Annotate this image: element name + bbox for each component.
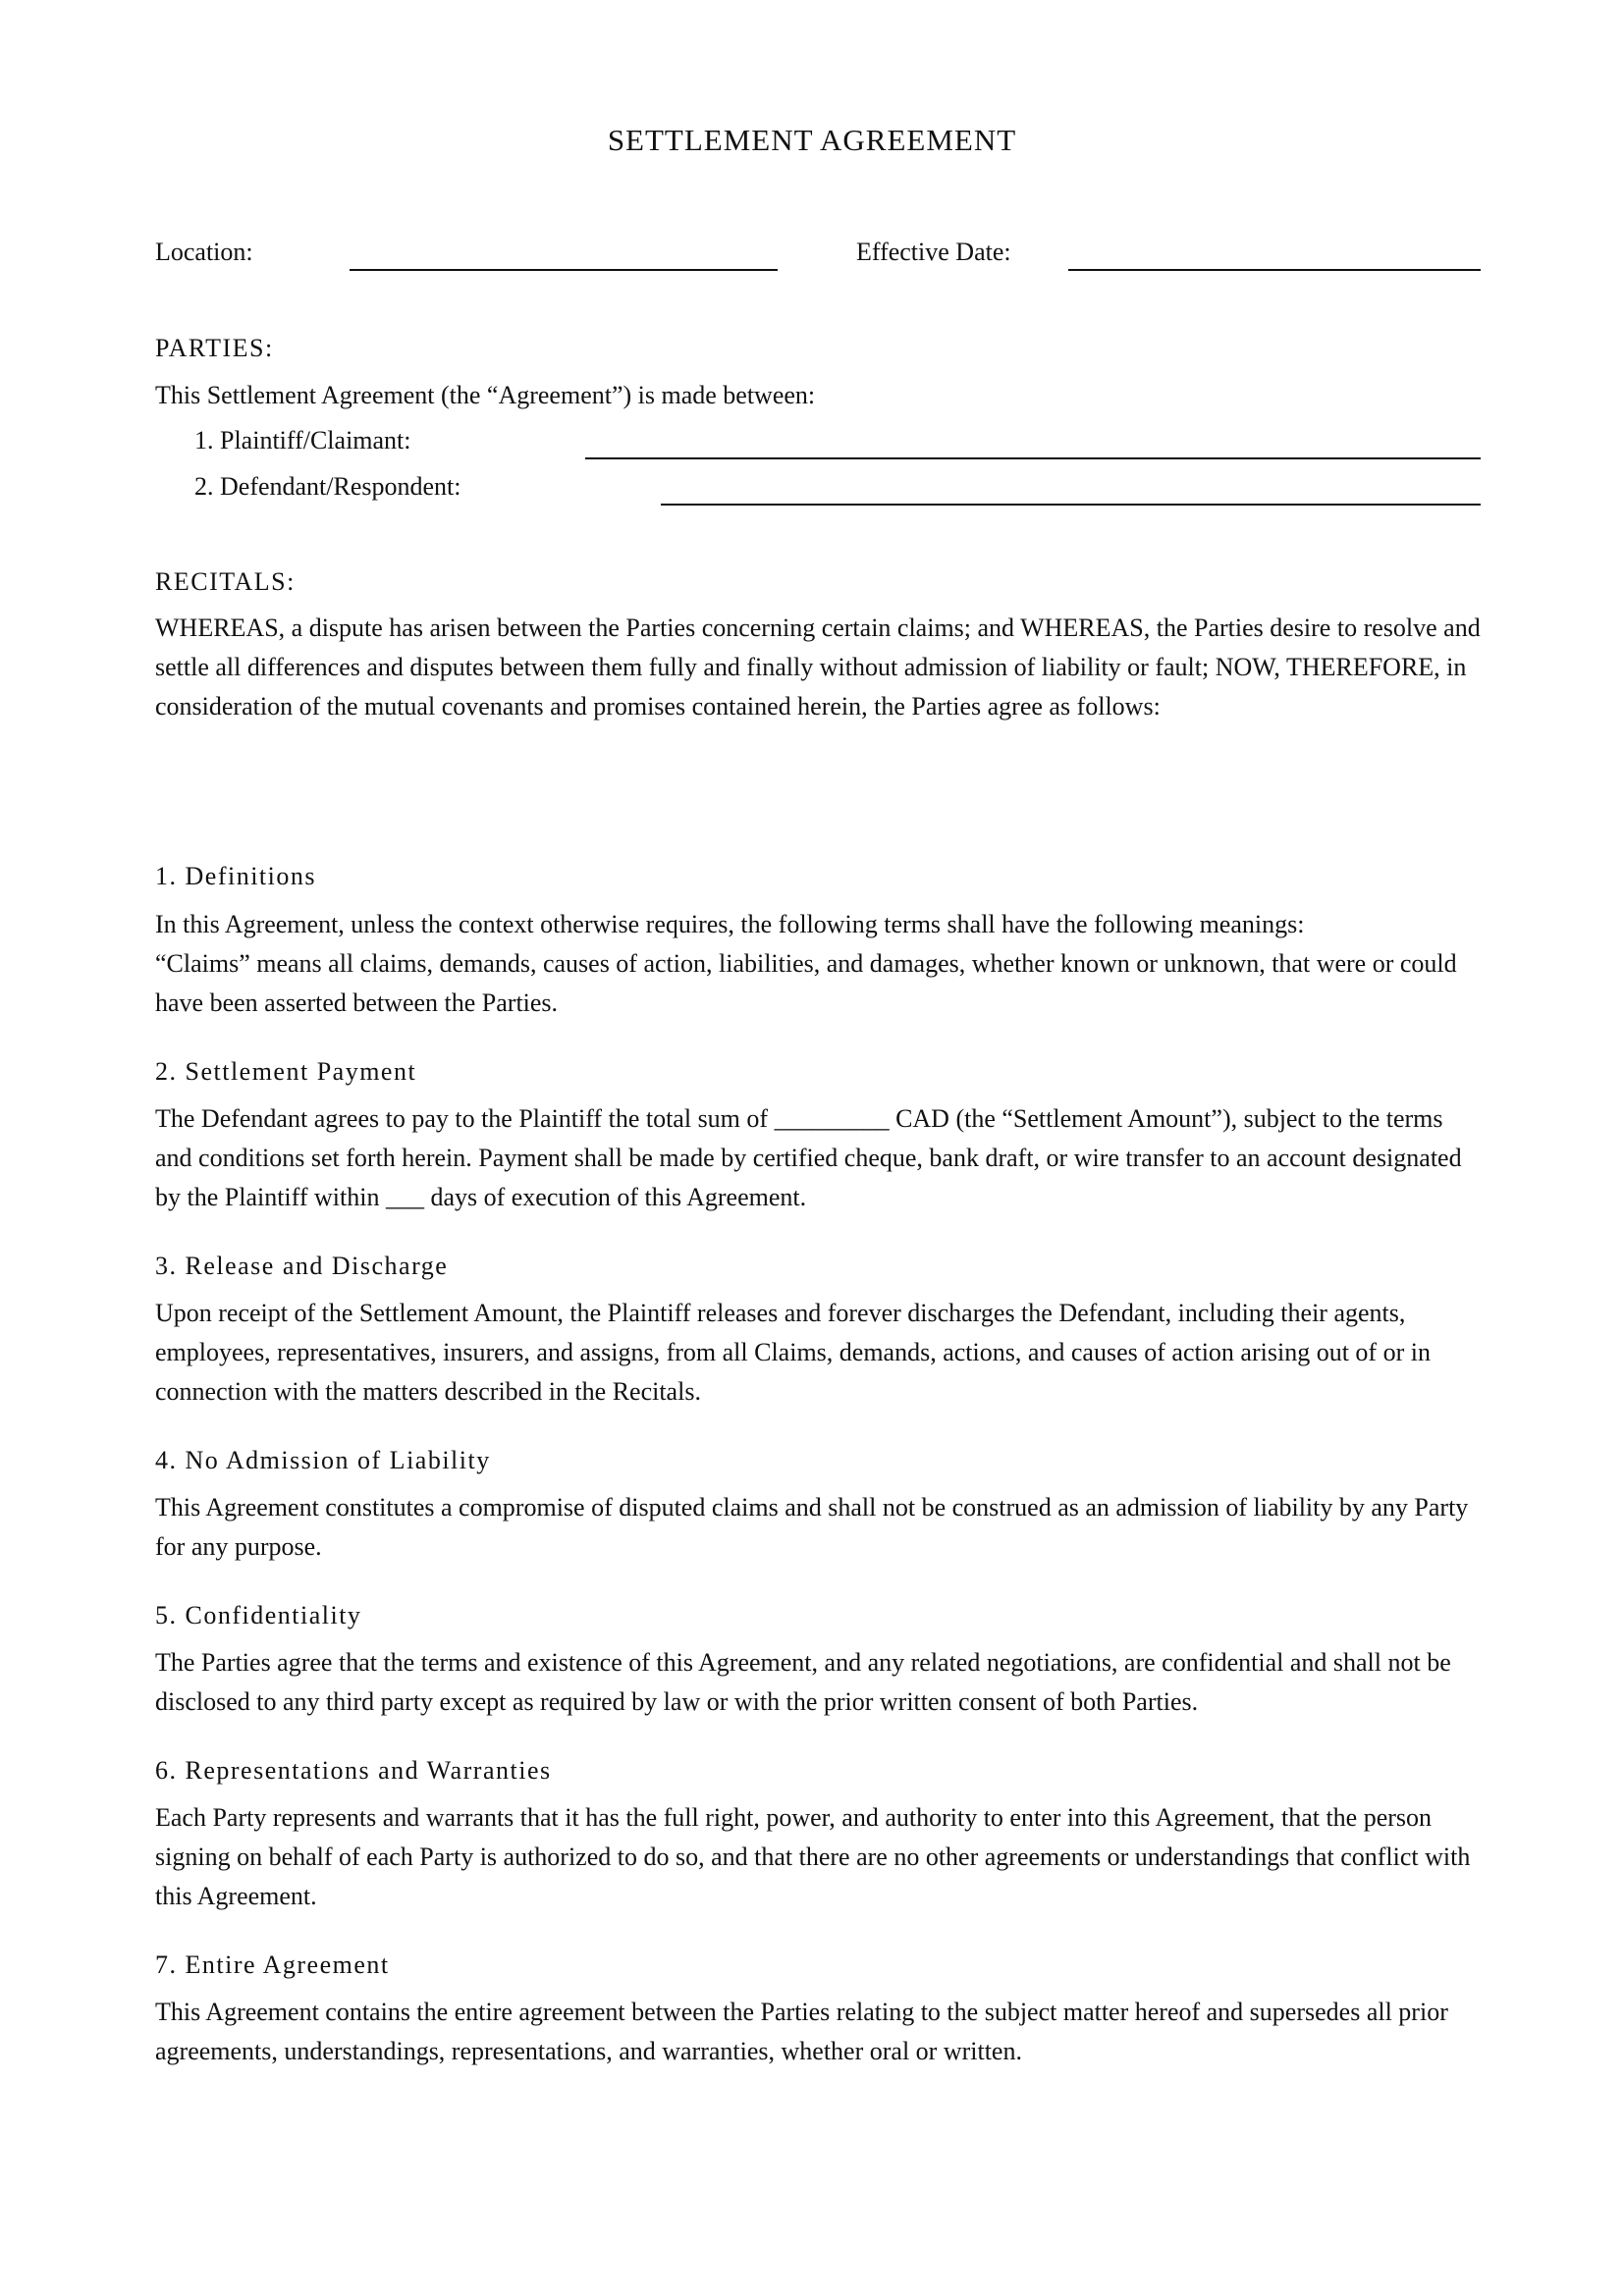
- recitals-heading: RECITALS:: [155, 567, 296, 596]
- section-1-line-1: In this Agreement, unless the context otherwise requires, the following terms shall have the following meanings:: [155, 910, 1305, 938]
- section-1-heading: 1. Definitions: [155, 862, 316, 890]
- section-3-body: Upon receipt of the Settlement Amount, the Plaintiff releases and forever discharges the Defendant, including their agents, employees, representatives, insurers, and assigns, from all Claims, demands, actions, and causes of action arising out of or in connection with the matters described in the Recitals.: [155, 1299, 1431, 1406]
- location-label: Location:: [155, 238, 253, 266]
- section-5-heading: 5. Confidentiality: [155, 1601, 362, 1629]
- section-4-heading: 4. No Admission of Liability: [155, 1446, 491, 1474]
- parties-intro: This Settlement Agreement (the “Agreement”) is made between:: [155, 381, 816, 409]
- section-6-body: Each Party represents and warrants that it has the full right, power, and authority to enter into this Agreement, that the person signing on behalf of each Party is authorized to do so, and that there are no other agreements or understandings that conflict with this Agreement.: [155, 1803, 1471, 1910]
- section-5-body: The Parties agree that the terms and existence of this Agreement, and any related negotiations, are confidential and shall not be disclosed to any third party except as required by law or with the prior written consent of both Parties.: [155, 1648, 1451, 1716]
- section-3-heading: 3. Release and Discharge: [155, 1252, 449, 1280]
- effective-date-label: Effective Date:: [856, 238, 1011, 266]
- section-4-body: This Agreement constitutes a compromise of disputed claims and shall not be construed as an admission of liability by any Party for any purpose.: [155, 1493, 1469, 1561]
- section-1-line-2: “Claims” means all claims, demands, causes of action, liabilities, and damages, whether known or unknown, that were or could have been asserted between the Parties.: [155, 949, 1457, 1017]
- recitals-text: WHEREAS, a dispute has arisen between the Parties concerning certain claims; and WHEREAS, the Parties desire to resolve and settle all differences and disputes between them fully and finally without admission of liability or fault; NOW, THEREFORE, in consideration of the mutual covenants and promises contained herein, the Parties agree as follows:: [155, 614, 1481, 721]
- section-2-heading: 2. Settlement Payment: [155, 1057, 417, 1086]
- section-2-body: The Defendant agrees to pay to the Plaintiff the total sum of _________ CAD (the “Settlement Amount”), subject to the terms and conditions set forth herein. Payment shall be made by certified cheque, bank draft, or wire transfer to an account designated by the Plaintiff within ___ days of execution of this Agreement.: [155, 1104, 1462, 1211]
- plaintiff-label: 1. Plaintiff/Claimant:: [194, 426, 411, 454]
- section-7-body: This Agreement contains the entire agreement between the Parties relating to the subject matter hereof and supersedes all prior agreements, understandings, representations, and warranties, whether oral or written.: [155, 1998, 1448, 2065]
- defendant-label: 2. Defendant/Respondent:: [194, 472, 461, 501]
- document-title: SETTLEMENT AGREEMENT: [607, 123, 1017, 157]
- location-field-line[interactable]: [350, 269, 778, 271]
- parties-heading: PARTIES:: [155, 334, 274, 362]
- plaintiff-field-line[interactable]: [585, 457, 1481, 459]
- defendant-field-line[interactable]: [661, 504, 1481, 506]
- effective-date-field-line[interactable]: [1068, 269, 1481, 271]
- section-6-heading: 6. Representations and Warranties: [155, 1756, 552, 1785]
- section-7-heading: 7. Entire Agreement: [155, 1950, 390, 1979]
- section-1-body: [155, 905, 1483, 1023]
